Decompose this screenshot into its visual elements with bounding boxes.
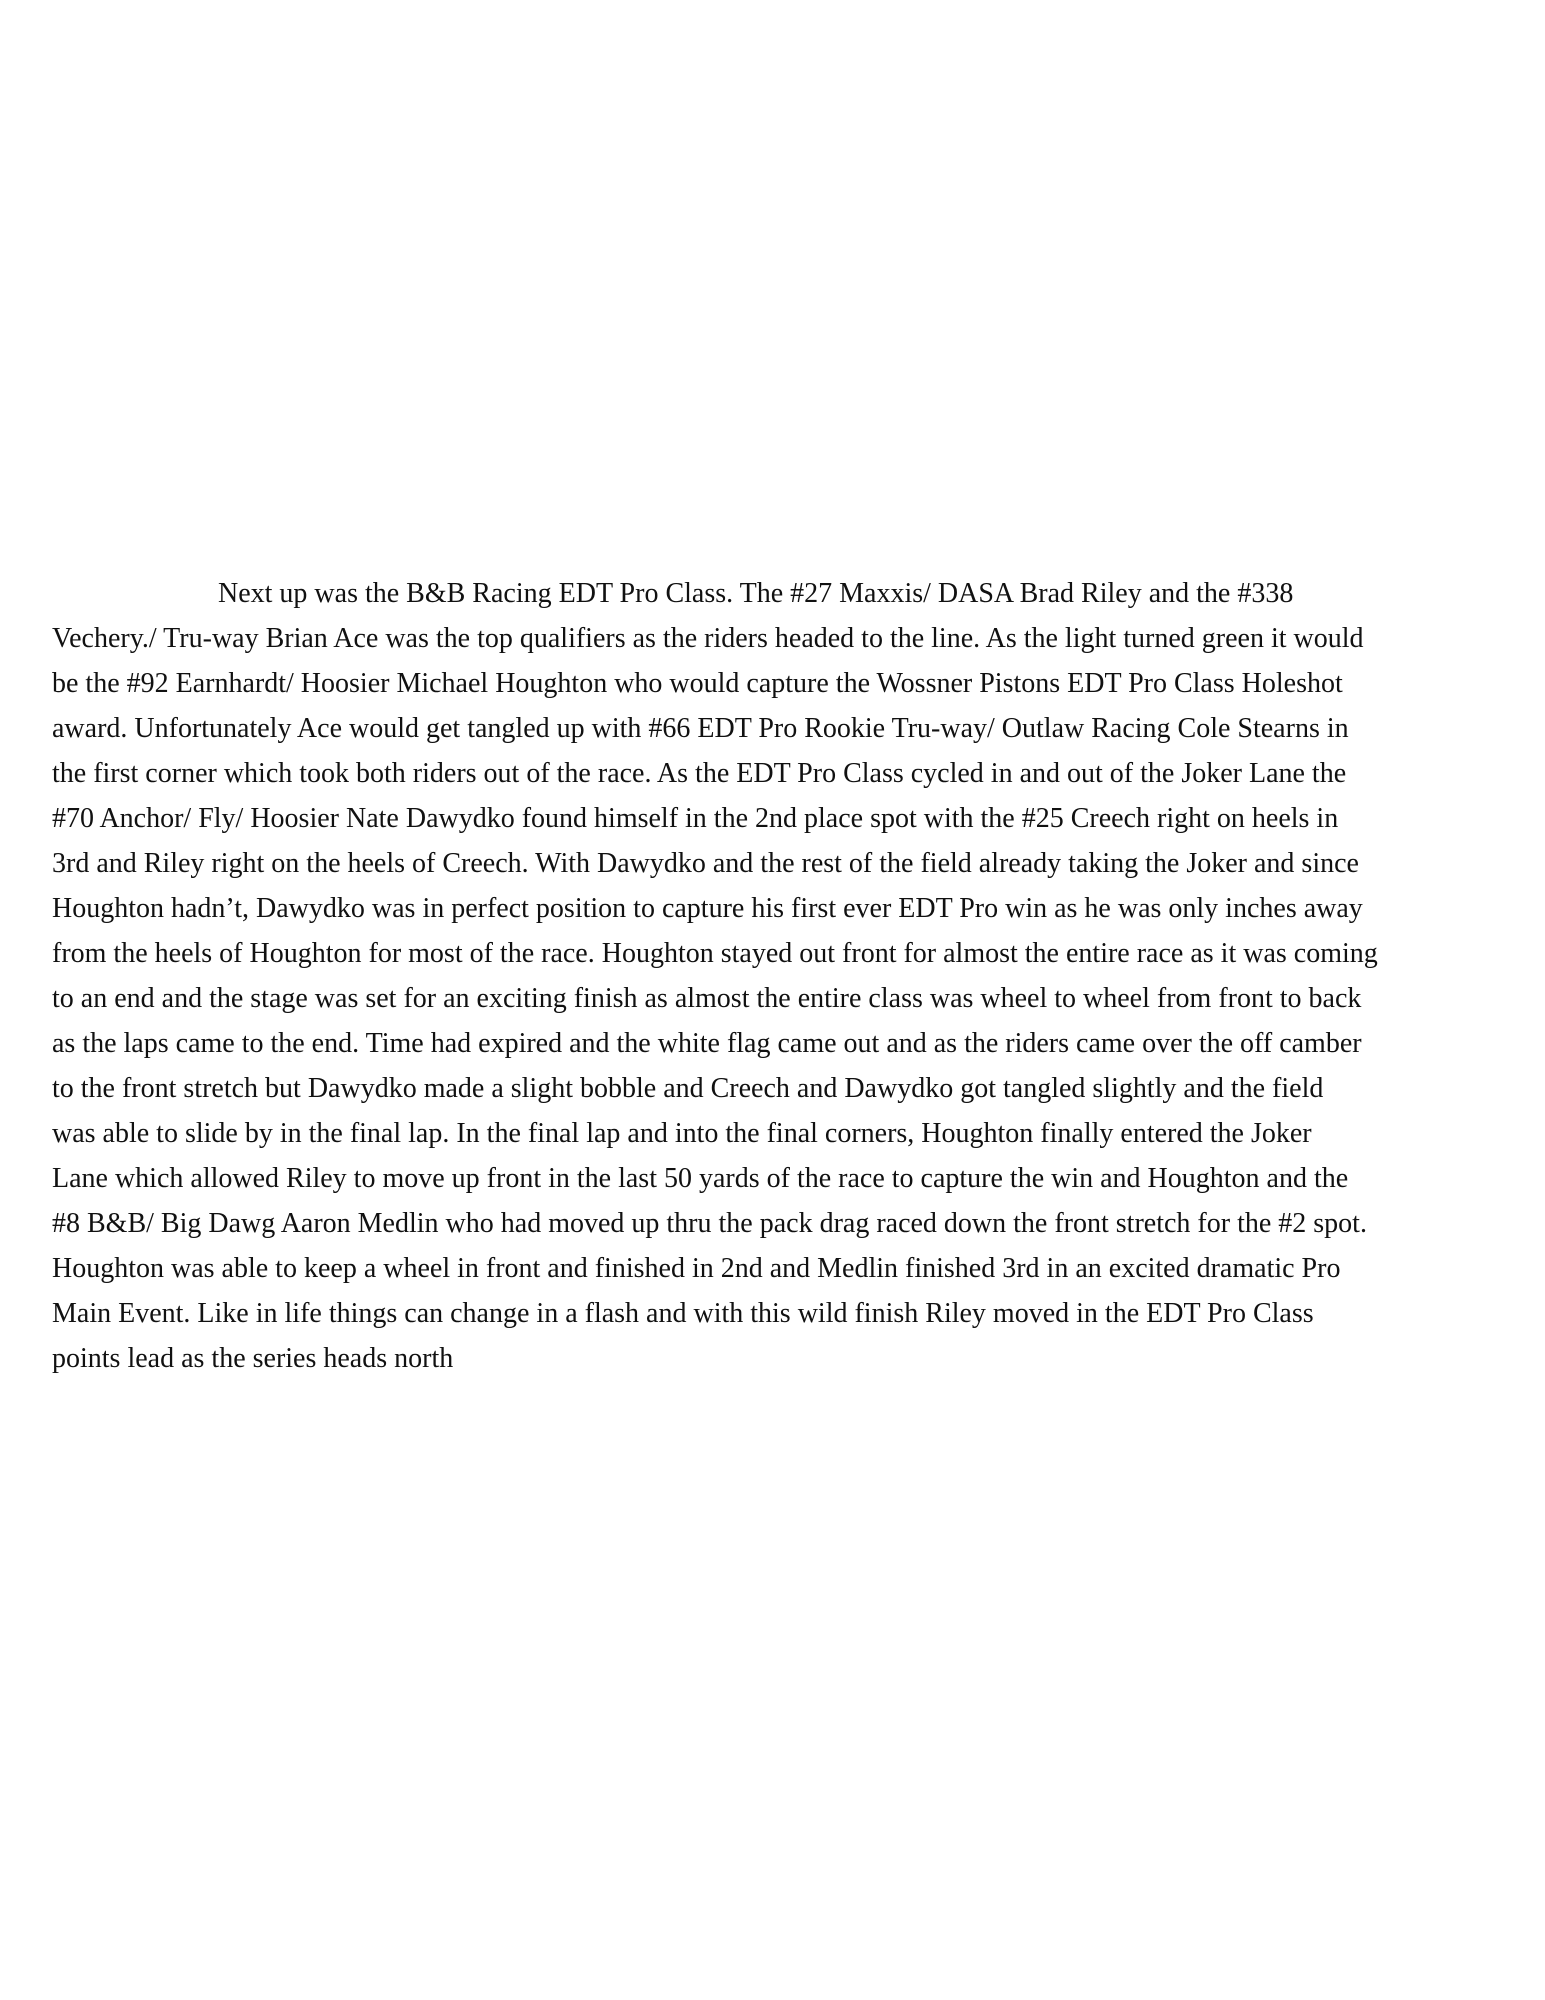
paragraph-line: points lead as the series heads north — [52, 1343, 454, 1374]
paragraph-line: the first corner which took both riders out of the race. As the EDT Pro Class cycled in and out of the Joker Lane the — [52, 758, 1347, 789]
paragraph-line: #8 B&B/ Big Dawg Aaron Medlin who had moved up thru the pack drag raced down the front stretch for the #2 spot. — [52, 1208, 1367, 1239]
paragraph-line: was able to slide by in the final lap. In the final lap and into the final corners, Houghton finally entered the Joker — [52, 1118, 1312, 1149]
paragraph-line: as the laps came to the end. Time had expired and the white flag came out and as the riders came over the off camber — [52, 1028, 1362, 1059]
paragraph-line: Houghton hadn’t, Dawydko was in perfect position to capture his first ever EDT Pro win as he was only inches away — [52, 893, 1363, 924]
paragraph-line: from the heels of Houghton for most of the race. Houghton stayed out front for almost the entire race as it was coming — [52, 938, 1378, 969]
paragraph-line: to an end and the stage was set for an exciting finish as almost the entire class was wheel to wheel from front to back — [52, 983, 1362, 1014]
paragraph-line: #70 Anchor/ Fly/ Hoosier Nate Dawydko found himself in the 2nd place spot with the #25 Creech right on heels in — [52, 803, 1339, 834]
paragraph-line: Lane which allowed Riley to move up front in the last 50 yards of the race to capture the win and Houghton and the — [52, 1163, 1349, 1194]
paragraph-line: Houghton was able to keep a wheel in front and finished in 2nd and Medlin finished 3rd in an excited dramatic Pro — [52, 1253, 1341, 1284]
paragraph-line: award. Unfortunately Ace would get tangled up with #66 EDT Pro Rookie Tru-way/ Outlaw Racing Cole Stearns in — [52, 713, 1349, 744]
race-report-paragraph — [52, 571, 1492, 1381]
paragraph-line: Next up was the B&B Racing EDT Pro Class. The #27 Maxxis/ DASA Brad Riley and the #338 — [218, 578, 1294, 609]
paragraph-line: 3rd and Riley right on the heels of Creech. With Dawydko and the rest of the field already taking the Joker and since — [52, 848, 1359, 879]
paragraph-line: Main Event. Like in life things can change in a flash and with this wild finish Riley moved in the EDT Pro Class — [52, 1298, 1314, 1329]
paragraph-line: to the front stretch but Dawydko made a slight bobble and Creech and Dawydko got tangled slightly and the field — [52, 1073, 1324, 1104]
paragraph-line: be the #92 Earnhardt/ Hoosier Michael Houghton who would capture the Wossner Pistons EDT Pro Class Holeshot — [52, 668, 1343, 699]
paragraph-line: Vechery./ Tru-way Brian Ace was the top qualifiers as the riders headed to the line. As the light turned green it would — [52, 623, 1364, 654]
